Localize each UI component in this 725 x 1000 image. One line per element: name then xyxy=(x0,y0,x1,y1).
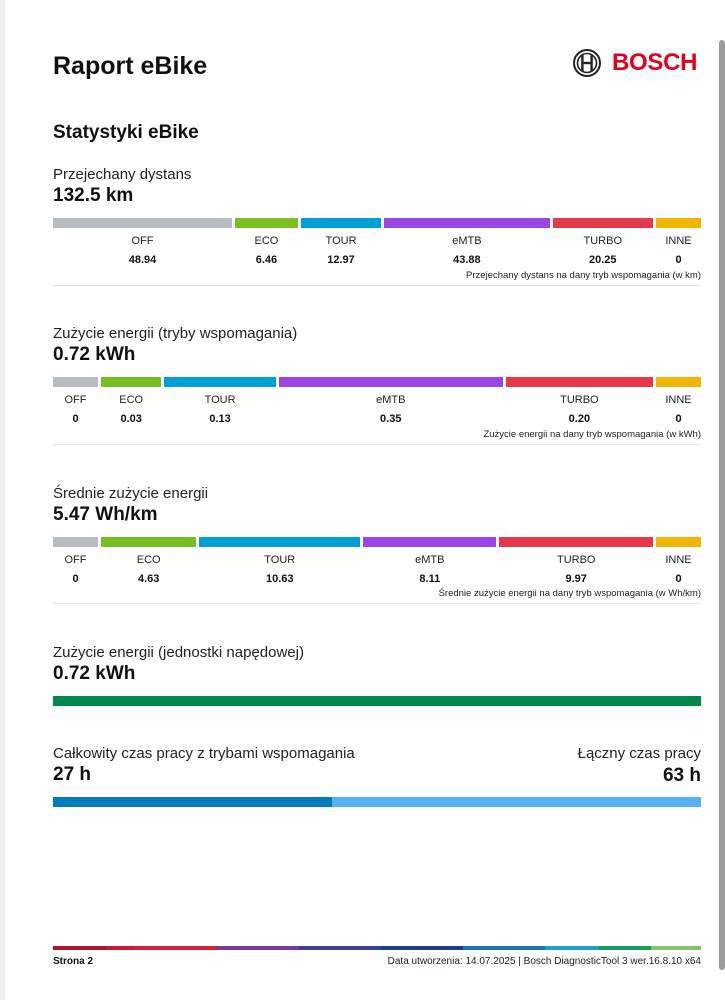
bosch-armature-icon xyxy=(572,48,602,78)
avg-energy-note: Średnie zużycie energii na dany tryb wspomagania (w Wh/km) xyxy=(438,588,701,599)
energy-modes-block xyxy=(53,325,701,445)
mode-value-eco: 0.03 xyxy=(120,413,142,425)
mode-value-turbo: 0.20 xyxy=(568,413,591,425)
mode-value-tour: 0.13 xyxy=(209,413,231,425)
energy-drive-bar xyxy=(53,696,701,706)
footer-color-strip xyxy=(53,946,701,950)
mode-value-off: 0 xyxy=(72,573,79,585)
section-title: Statystyki eBike xyxy=(53,122,199,143)
total-time-label: Łączny czas pracy xyxy=(577,745,701,762)
avg-energy-value: 5.47 Wh/km xyxy=(53,504,158,525)
mode-value-turbo: 9.97 xyxy=(565,573,587,585)
page-number: Strona 2 xyxy=(53,956,94,967)
distance-value: 132.5 km xyxy=(53,185,134,206)
mode-segment-inne xyxy=(656,218,701,228)
mode-segment-tour xyxy=(164,377,275,387)
work-time-bar xyxy=(53,797,701,807)
assist-time-label: Całkowity czas pracy z trybami wspomagania xyxy=(53,745,355,762)
mode-name-inne: INNE xyxy=(665,554,692,566)
mode-value-eco: 6.46 xyxy=(255,254,278,266)
energy-drive-label: Zużycie energii (jednostki napędowej) xyxy=(53,644,304,661)
mode-segment-off xyxy=(53,537,98,547)
mode-segment-off xyxy=(53,377,98,387)
mode-name-tour: TOUR xyxy=(264,554,296,566)
footer-info: Data utworzenia: 14.07.2025 | Bosch DiagnosticTool 3 wer.16.8.10 x64 xyxy=(387,956,701,967)
distance-note: Przejechany dystans na dany tryb wspomagania (w km) xyxy=(466,270,701,281)
mode-value-inne: 0 xyxy=(675,413,682,425)
energy-drive-block xyxy=(53,644,701,685)
work-time-assist-fill xyxy=(53,797,332,807)
mode-value-tour: 10.63 xyxy=(266,573,294,585)
mode-segment-emtb xyxy=(363,537,496,547)
mode-value-off: 48.94 xyxy=(128,254,157,266)
avg-energy-block xyxy=(53,485,701,605)
distance-block xyxy=(53,166,701,286)
mode-name-off: OFF xyxy=(64,394,87,406)
mode-segment-inne xyxy=(656,537,701,547)
mode-value-off: 0 xyxy=(72,413,79,425)
mode-segment-off xyxy=(53,218,232,228)
energy-modes-value: 0.72 kWh xyxy=(53,344,136,365)
divider xyxy=(53,285,701,286)
energy-modes-note: Zużycie energii na dany tryb wspomagania (w kWh) xyxy=(483,429,701,440)
mode-name-turbo: TURBO xyxy=(583,235,622,247)
mode-segment-turbo xyxy=(553,218,653,228)
mode-name-off: OFF xyxy=(131,235,154,247)
mode-name-turbo: TURBO xyxy=(556,554,596,566)
mode-name-eco: ECO xyxy=(136,554,161,566)
assist-time-value: 27 h xyxy=(53,764,92,785)
mode-segment-emtb xyxy=(279,377,503,387)
total-time-value: 63 h xyxy=(662,765,701,786)
mode-name-inne: INNE xyxy=(665,394,692,406)
mode-value-emtb: 43.88 xyxy=(453,254,481,266)
mode-segment-tour xyxy=(199,537,360,547)
scrollbar[interactable] xyxy=(719,40,725,970)
mode-segment-eco xyxy=(235,218,298,228)
bosch-logo xyxy=(572,48,697,78)
mode-name-emtb: eMTB xyxy=(376,394,406,406)
work-time-total-fill xyxy=(332,797,701,807)
energy-drive-value: 0.72 kWh xyxy=(53,663,136,684)
mode-name-inne: INNE xyxy=(665,235,692,247)
brand-name: BOSCH xyxy=(612,49,698,76)
energy-mode-bar xyxy=(53,377,701,387)
mode-name-tour: TOUR xyxy=(325,235,357,247)
avg-energy-mode-bar xyxy=(53,537,701,547)
page-left-edge xyxy=(0,0,5,1000)
mode-value-inne: 0 xyxy=(675,573,682,585)
divider xyxy=(53,603,701,604)
mode-name-off: OFF xyxy=(64,554,87,566)
mode-segment-tour xyxy=(301,218,382,228)
report-title: Raport eBike xyxy=(53,52,208,80)
mode-segment-turbo xyxy=(499,537,653,547)
mode-value-inne: 0 xyxy=(675,254,682,266)
mode-value-turbo: 20.25 xyxy=(588,254,617,266)
distance-mode-bar xyxy=(53,218,701,228)
mode-value-emtb: 8.11 xyxy=(419,573,441,585)
mode-value-tour: 12.97 xyxy=(327,254,355,266)
mode-segment-turbo xyxy=(506,377,653,387)
avg-energy-label: Średnie zużycie energii xyxy=(53,485,209,502)
mode-name-turbo: TURBO xyxy=(560,394,599,406)
distance-label: Przejechany dystans xyxy=(53,166,192,183)
mode-value-eco: 4.63 xyxy=(137,573,160,585)
mode-segment-eco xyxy=(101,537,196,547)
mode-segment-eco xyxy=(101,377,161,387)
mode-name-tour: TOUR xyxy=(204,394,236,406)
mode-name-emtb: eMTB xyxy=(452,235,482,247)
energy-modes-label: Zużycie energii (tryby wspomagania) xyxy=(53,325,298,342)
mode-name-eco: ECO xyxy=(254,235,279,247)
mode-name-emtb: eMTB xyxy=(415,554,445,566)
mode-name-eco: ECO xyxy=(119,394,144,406)
mode-segment-emtb xyxy=(384,218,549,228)
divider xyxy=(53,444,701,445)
mode-value-emtb: 0.35 xyxy=(380,413,402,425)
mode-segment-inne xyxy=(656,377,701,387)
